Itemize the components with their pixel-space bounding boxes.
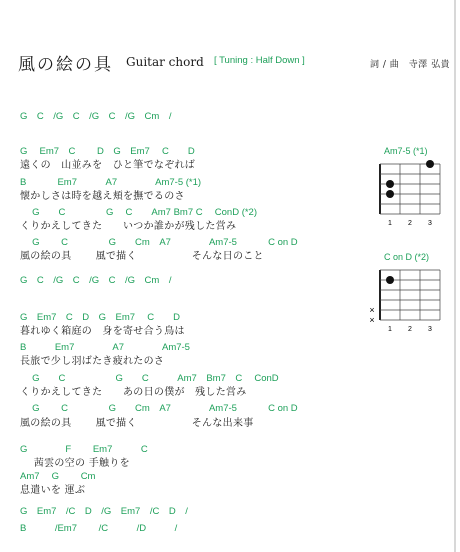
- fret-number: 2: [408, 326, 412, 333]
- chord-line: G C G C Am7 Bm7 C ConD: [20, 373, 279, 384]
- finger-dot: [426, 160, 434, 168]
- muted-string-mark: ×: [369, 305, 375, 315]
- chord-line: G Em7 C D G Em7 C D: [20, 312, 180, 323]
- muted-string-mark: ×: [369, 315, 375, 325]
- lyric-line: 遠くの 山並みを ひと筆でなぞれば: [20, 160, 196, 171]
- chord-line: G C G Cm A7 Am7-5 C on D: [20, 403, 298, 414]
- lyric-line: 風の絵の具 風で描く そんな出来事: [20, 418, 254, 429]
- song-subtitle: Guitar chord: [126, 55, 204, 69]
- chord-line: G F Em7 C: [20, 444, 148, 455]
- lyric-line: 長旅で少し羽ばたき疲れたのさ: [20, 356, 165, 367]
- chord-line: G C G Cm A7 Am7-5 C on D: [20, 237, 298, 248]
- lyric-line: 風の絵の具 風で描く そんな日のこと: [20, 251, 264, 262]
- fret-number: 3: [428, 220, 432, 227]
- lyric-line: 息遣いを 運ぶ: [20, 485, 86, 496]
- lyric-line: くりかえしてきた いつか誰かが残した営み: [20, 221, 237, 232]
- fretboard-diagram-2: [356, 262, 446, 342]
- chord-line: B Em7 A7 Am7-5: [20, 342, 190, 353]
- chord-diagram-am7-5: [356, 146, 446, 226]
- fretboard-diagram-1: [356, 156, 446, 236]
- lyric-line: 茜雲の空の 手触りを: [20, 458, 130, 469]
- credit-label: 詞 / 曲 寺澤 弘貴: [370, 60, 451, 70]
- finger-dot: [386, 190, 394, 198]
- chord-diagram-con-d: [356, 252, 446, 332]
- chord-line: B Em7 A7 Am7-5 (*1): [20, 177, 202, 188]
- chord-line: G Em7 /C D /G Em7 /C D /: [20, 506, 188, 517]
- chord-line: G Em7 C D G Em7 C D: [20, 146, 195, 157]
- chord-line: G C G C Am7 Bm7 C ConD (*2): [20, 207, 257, 218]
- chord-line: B /Em7 /C /D /: [20, 523, 178, 534]
- finger-dot: [386, 180, 394, 188]
- chord-line: G C /G C /G C /G Cm /: [20, 111, 172, 122]
- chord-line: G C /G C /G C /G Cm /: [20, 275, 172, 286]
- diagram-title: Am7-5 (*1): [384, 146, 428, 156]
- lyric-line: 暮れゆく箱庭の 身を寄せ合う鳥は: [20, 326, 185, 337]
- fret-number: 1: [388, 326, 392, 333]
- lyric-line: 懐かしさは時を越え頬を撫でるのさ: [20, 191, 185, 202]
- chord-line: Am7 G Cm: [20, 471, 96, 482]
- fret-number: 3: [428, 326, 432, 333]
- tuning-label: [ Tuning : Half Down ]: [214, 55, 305, 66]
- diagram-title: C on D (*2): [384, 252, 430, 262]
- fret-number: 2: [408, 220, 412, 227]
- fret-number: 1: [388, 220, 392, 227]
- finger-dot: [386, 276, 394, 284]
- song-title: 風の絵の具: [18, 55, 113, 75]
- lyric-line: くりかえしてきた あの日の僕が 残した営み: [20, 387, 247, 398]
